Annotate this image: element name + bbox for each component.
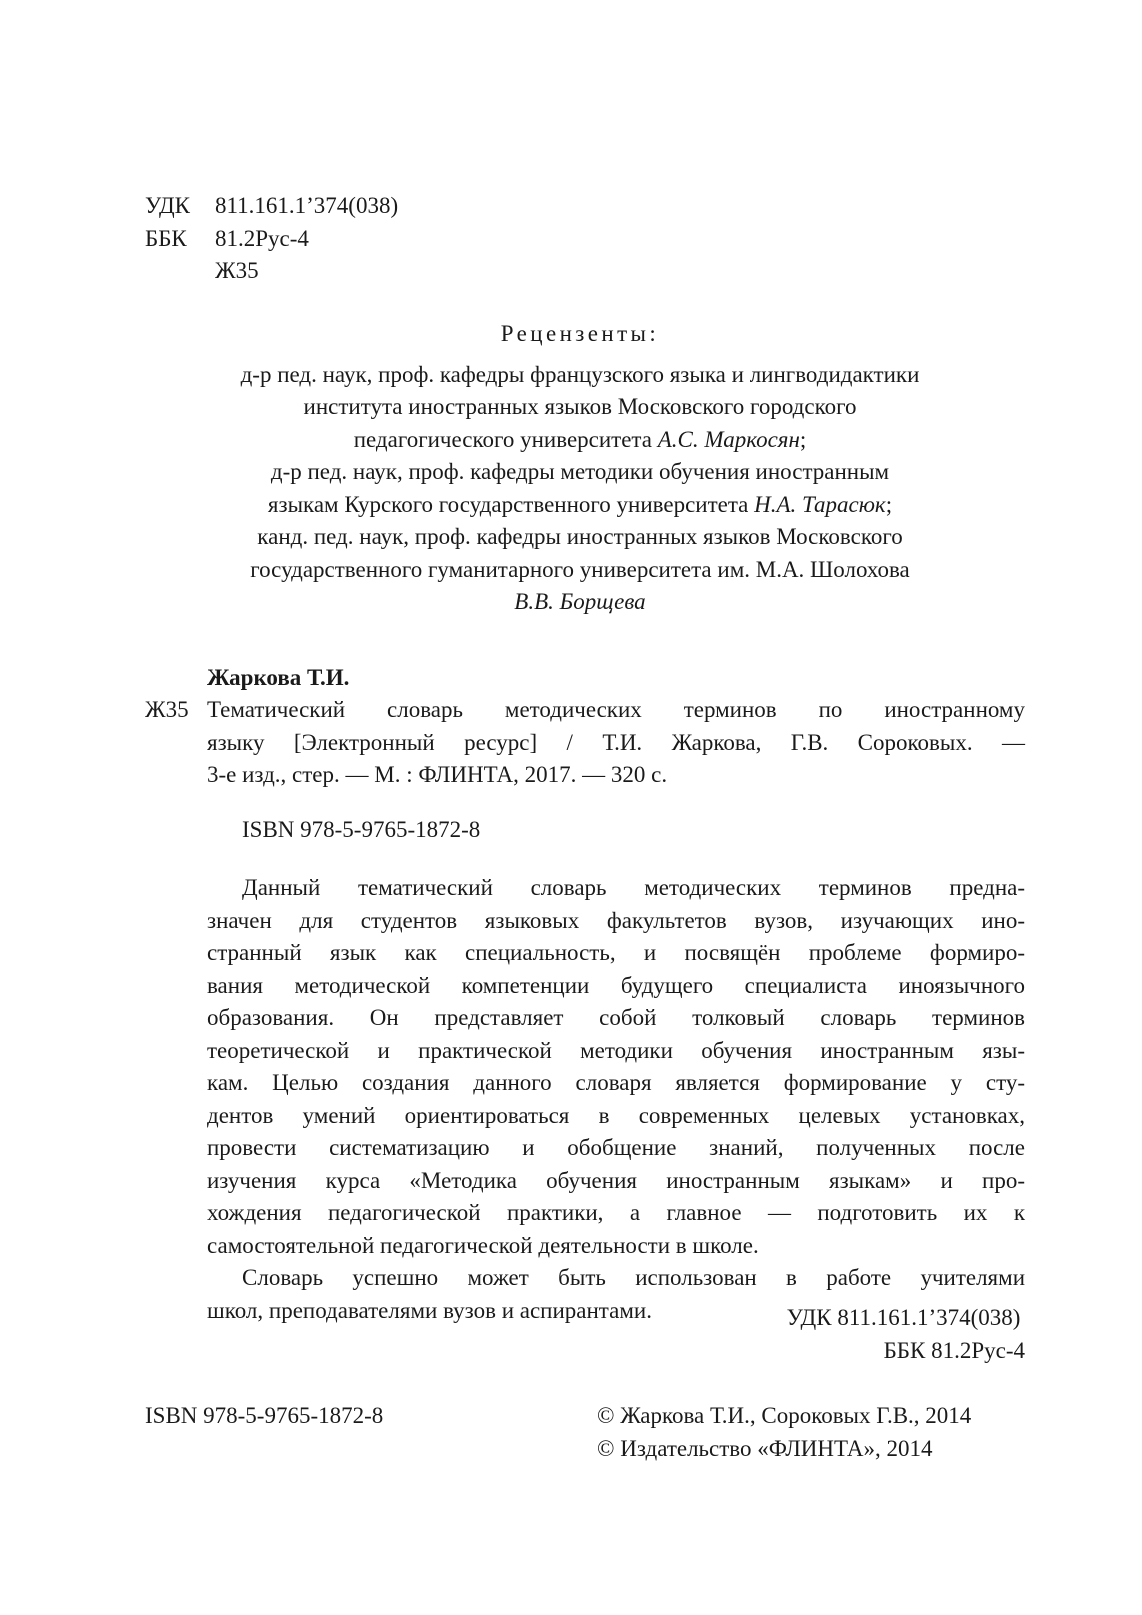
separator: ; [885,491,893,517]
biblio-line: 3-е изд., стер. — М. : ФЛИНТА, 2017. — 320 с. [207,762,668,787]
abstract-line: школ, преподавателями вузов и аспирантами. [207,1297,652,1323]
abstract-line: дентов умений ориентироваться в современных целевых установках, [207,1102,1025,1128]
biblio-code: Ж35 [145,697,189,722]
udk-line [145,190,398,223]
biblio-line: языку [Электронный ресурс] / Т.И. Жаркова, Г.В. Сороковых. — [207,729,1025,755]
biblio-text [207,694,1025,792]
biblio-line: Тематический словарь методических терминов по иностранному [207,697,1025,722]
bbk-value: 81.2Рус-4 [215,225,309,251]
reviewer-line: канд. пед. наук, проф. кафедры иностранных языков Московского [257,524,903,549]
reviewers-block [130,318,1030,619]
udk-value: 811.161.1’374(038) [215,193,399,218]
abstract [207,872,1025,1327]
separator: ; [799,426,807,452]
abstract-line: кам. Целью создания данного словаря является формирование у сту- [207,1070,1025,1095]
abstract-line: провести систематизацию и обобщение знаний, полученных после [207,1135,1025,1160]
copyright-block [597,1400,971,1465]
reviewer-line: института иностранных языков Московского городского [303,394,857,419]
reviewer-line: д-р пед. наук, проф. кафедры французского языка и лингводидактики [240,361,920,387]
reviewer-text: языкам Курского государственного университета [267,491,755,517]
footer-udk: УДК 811.161.1’374(038) [786,1305,1021,1330]
abstract-line: хождения педагогической практики, а главное — подготовить их к [207,1200,1025,1225]
reviewer-name: А.С. Маркосян [657,426,800,452]
reviewer-line: д-р пед. наук, проф. кафедры методики обучения иностранным [270,459,890,484]
abstract-line: образования. Он представляет собой толковый словарь терминов [207,1005,1025,1030]
copyright-authors: © Жаркова Т.И., Сороковых Г.В., 2014 [597,1403,972,1428]
author-mark: Ж35 [215,258,259,283]
abstract-line: значен для студентов языковых факультетов вузов, изучающих ино- [207,907,1025,933]
classification-codes [145,190,398,288]
reviewer-line: государственного гуманитарного университета им. М.А. Шолохова [250,556,910,582]
abstract-line: Словарь успешно может быть использован в работе учителями [242,1265,1025,1290]
footer-isbn: ISBN 978-5-9765-1872-8 [145,1403,384,1428]
footer-codes [787,1302,1025,1367]
bbk-label: ББК [145,225,187,251]
abstract-line: самостоятельной педагогической деятельности в школе. [207,1232,759,1258]
bbk-line [145,223,398,256]
abstract-line: изучения курса «Методика обучения иностранным языкам» и про- [207,1167,1025,1193]
reviewer-line [130,424,1030,457]
udk-label: УДК [145,193,190,218]
reviewers-heading: Рецензенты: [500,321,660,346]
reviewer-line [130,586,1030,619]
abstract-line: теоретической и практической методики обучения иностранным язы- [207,1037,1025,1063]
reviewer-line [130,489,1030,522]
isbn: ISBN 978-5-9765-1872-8 [242,817,481,842]
abstract-line: странный язык как специальность, и посвящён проблеме формиро- [207,940,1025,965]
footer-bbk: ББК 81.2Рус-4 [883,1337,1025,1363]
author-heading: Жаркова Т.И. [207,665,350,690]
reviewer-name: В.В. Борщева [514,589,646,614]
abstract-line: вания методической компетенции будущего специалиста иноязычного [207,972,1025,998]
abstract-line: Данный тематический словарь методических терминов предна- [242,875,1025,900]
reviewer-name: Н.А. Тарасюк [754,491,886,517]
copyright-publisher: © Издательство «ФЛИНТА», 2014 [597,1435,933,1461]
reviewer-text: педагогического университета [353,426,658,452]
